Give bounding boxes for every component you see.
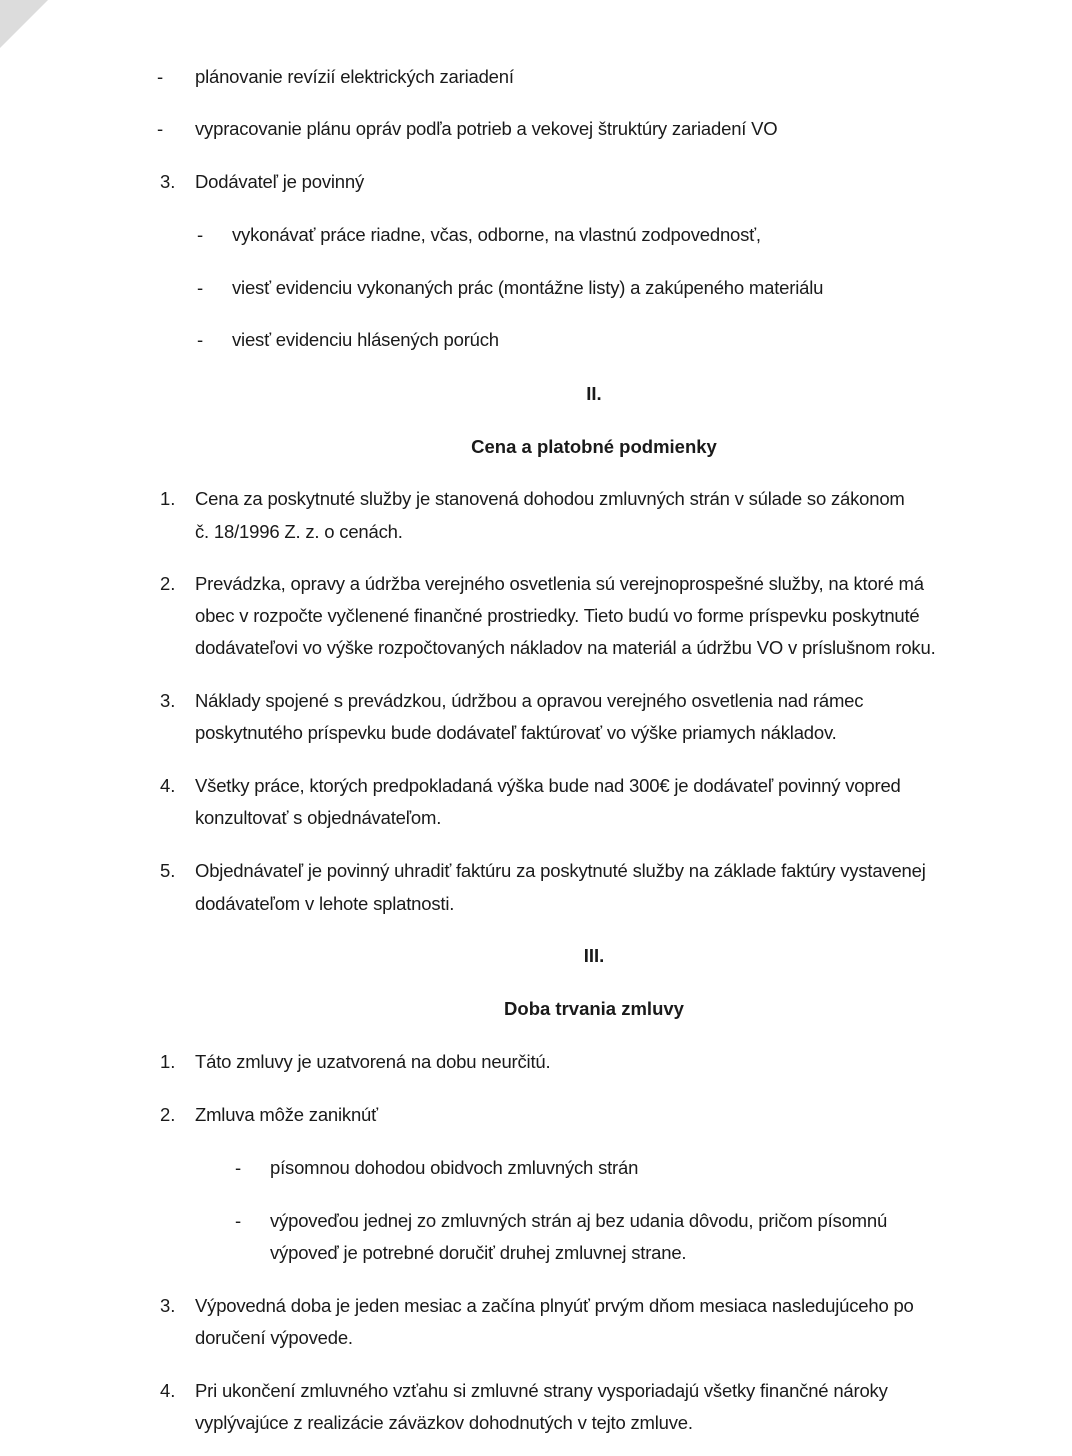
section-title: Cena a platobné podmienky [471, 436, 717, 457]
item-number: 4. [160, 1380, 176, 1401]
scan-corner-fold [0, 0, 48, 48]
item-text: Cena za poskytnuté služby je stanovená dohodou zmluvných strán v súlade so zákonom [195, 488, 905, 509]
bullet-dash: - [157, 118, 164, 139]
item-number: 2. [160, 573, 176, 594]
item-text: dodávateľovi vo výške rozpočtovaných nákladov na materiál a údržbu VO v príslušnom roku. [195, 637, 936, 658]
bullet-text: viesť evidenciu vykonaných prác (montážne listy) a zakúpeného materiálu [232, 277, 824, 298]
bullet-text: písomnou dohodou obidvoch zmluvných strán [270, 1157, 639, 1178]
item-text: Objednávateľ je povinný uhradiť faktúru za poskytnuté služby na základe faktúry vystavenej [195, 860, 926, 881]
item-text: Náklady spojené s prevádzkou, údržbou a opravou verejného osvetlenia nad rámec [195, 690, 864, 711]
bullet-dash: - [235, 1210, 242, 1231]
section-numeral: II. [586, 383, 602, 404]
item-number: 3. [160, 690, 176, 711]
section-title: Doba trvania zmluvy [504, 998, 684, 1019]
bullet-text: vykonávať práce riadne, včas, odborne, na vlastnú zodpovednosť, [232, 224, 761, 245]
item-number: 2. [160, 1104, 176, 1125]
item-number: 3. [160, 1295, 176, 1316]
item-text: Pri ukončení zmluvného vzťahu si zmluvné strany vysporiadajú všetky finančné nároky [195, 1380, 888, 1401]
bullet-text: výpoveďou jednej zo zmluvných strán aj bez udania dôvodu, pričom písomnú [270, 1210, 888, 1231]
item-number: 1. [160, 488, 176, 509]
bullet-dash: - [197, 329, 204, 350]
bullet-text: viesť evidenciu hlásených porúch [232, 329, 499, 350]
item-text: Táto zmluvy je uzatvorená na dobu neurčitú. [195, 1051, 551, 1072]
item-text: konzultovať s objednávateľom. [195, 807, 442, 828]
item-text: vyplývajúce z realizácie záväzkov dohodnutých v tejto zmluve. [195, 1412, 693, 1433]
bullet-text: plánovanie revízií elektrických zariadení [195, 66, 514, 87]
item-text: Dodávateľ je povinný [195, 171, 365, 192]
bullet-dash: - [197, 277, 204, 298]
item-text: dodávateľom v lehote splatnosti. [195, 893, 455, 914]
item-text: Všetky práce, ktorých predpokladaná výška bude nad 300€ je dodávateľ povinný vopred [195, 775, 901, 796]
bullet-dash: - [235, 1157, 242, 1178]
bullet-dash: - [197, 224, 204, 245]
item-text: Výpovedná doba je jeden mesiac a začína plnyúť prvým dňom mesiaca nasledujúceho po [195, 1295, 914, 1316]
section-numeral: III. [583, 945, 605, 966]
item-text: poskytnutého príspevku bude dodávateľ faktúrovať vo výške priamych nákladov. [195, 722, 837, 743]
bullet-text: výpoveď je potrebné doručiť druhej zmluvnej strane. [270, 1242, 687, 1263]
bullet-dash: - [157, 66, 164, 87]
item-text: Prevádzka, opravy a údržba verejného osvetlenia sú verejnoprospešné služby, na ktoré má [195, 573, 924, 594]
item-text: doručení výpovede. [195, 1327, 353, 1348]
bullet-text: vypracovanie plánu opráv podľa potrieb a vekovej štruktúry zariadení VO [195, 118, 778, 139]
item-number: 4. [160, 775, 176, 796]
item-number: 3. [160, 171, 176, 192]
item-number: 1. [160, 1051, 176, 1072]
item-text: Zmluva môže zaniknúť [195, 1104, 378, 1125]
item-text: č. 18/1996 Z. z. o cenách. [195, 521, 403, 542]
item-number: 5. [160, 860, 176, 881]
item-text: obec v rozpočte vyčlenené finančné prostriedky. Tieto budú vo forme príspevku poskytnuté [195, 605, 920, 626]
